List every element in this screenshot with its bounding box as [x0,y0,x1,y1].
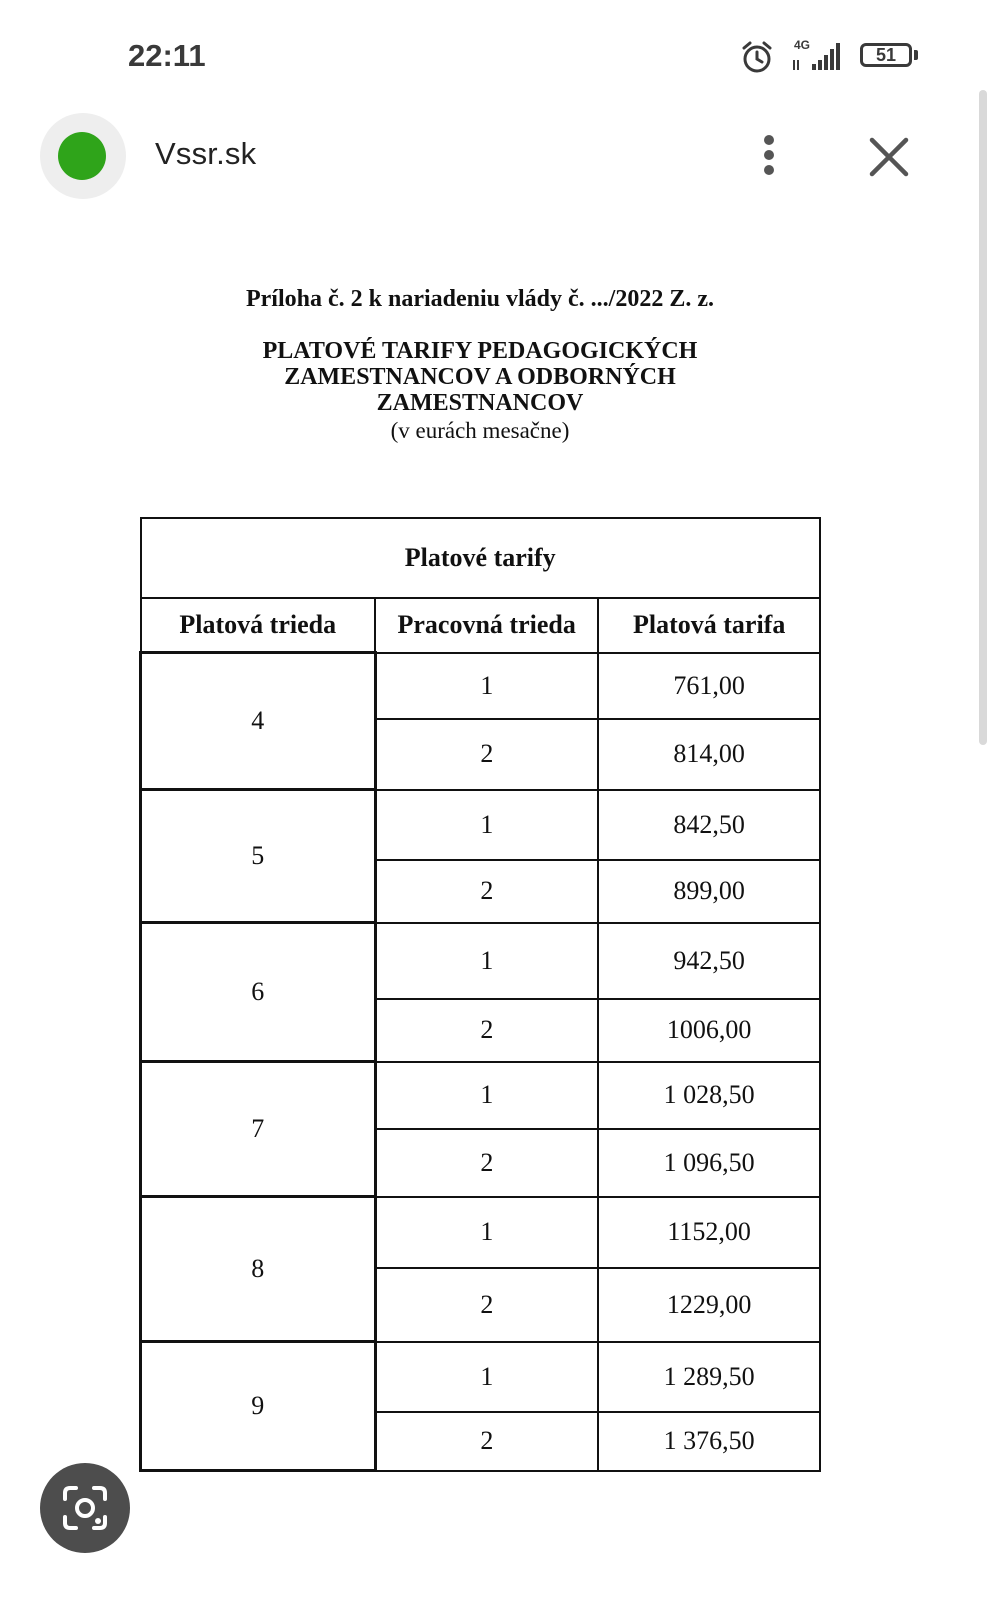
salary-grade-cell: 7 [141,1062,376,1197]
salary-tariff-cell: 942,50 [598,923,820,999]
lens-button[interactable] [40,1463,130,1553]
doc-subtitle: (v eurách mesačne) [390,418,570,443]
battery-tip [914,50,918,60]
doc-title-line-2: ZAMESTNANCOV A ODBORNÝCH [284,364,676,390]
salary-tariff-cell: 899,00 [598,860,820,923]
doc-title-line-3: ZAMESTNANCOV [376,390,584,416]
close-icon[interactable] [866,134,912,180]
salary-tariff-cell: 761,00 [598,653,820,719]
scrollbar[interactable] [979,90,987,745]
work-class-cell: 2 [375,1268,598,1342]
salary-tariff-cell: 1152,00 [598,1197,820,1268]
salary-grade-cell: 5 [141,790,376,923]
header-salary-tariff: Platová tarifa [598,598,820,653]
salary-tariff-cell: 814,00 [598,719,820,790]
table-row [141,790,821,860]
status-time: 22:11 [128,38,206,73]
salary-tariff-cell: 1 096,50 [598,1129,820,1197]
work-class-cell: 2 [375,999,598,1062]
salary-tariff-cell: 1006,00 [598,999,820,1062]
work-class-cell: 1 [375,1197,598,1268]
table-caption: Platové tarify [141,518,821,598]
salary-tariff-cell: 1229,00 [598,1268,820,1342]
alarm-icon [740,40,774,79]
table-row [141,1062,821,1129]
tariff-table [139,517,821,1472]
work-class-cell: 1 [375,653,598,719]
work-class-cell: 1 [375,1062,598,1129]
salary-tariff-cell: 1 376,50 [598,1412,820,1471]
salary-grade-cell: 6 [141,923,376,1062]
salary-tariff-cell: 1 289,50 [598,1342,820,1412]
salary-grade-cell: 9 [141,1342,376,1471]
lens-search-icon [40,1463,130,1553]
battery-icon: 51 [860,43,912,67]
work-class-cell: 1 [375,923,598,999]
salary-grade-cell: 4 [141,653,376,790]
more-vert-icon[interactable] [752,132,786,178]
tariff-table-body [141,653,821,1471]
site-favicon-icon [40,113,126,199]
work-class-cell: 1 [375,1342,598,1412]
work-class-cell: 2 [375,860,598,923]
salary-grade-cell: 8 [141,1197,376,1342]
table-row [141,1342,821,1412]
work-class-cell: 2 [375,1412,598,1471]
table-row [141,653,821,719]
doc-title-line-1: PLATOVÉ TARIFY PEDAGOGICKÝCH [262,338,698,364]
header-work-class: Pracovná trieda [375,598,598,653]
favicon-dot [58,132,106,180]
salary-tariff-cell: 1 028,50 [598,1062,820,1129]
signal-icon [790,38,846,74]
work-class-cell: 2 [375,719,598,790]
work-class-cell: 1 [375,790,598,860]
table-row [141,923,821,999]
annex-line: Príloha č. 2 k nariadeniu vlády č. .../2022 Z. z. [245,286,715,312]
work-class-cell: 2 [375,1129,598,1197]
site-title[interactable]: Vssr.sk [155,136,257,171]
table-row [141,1197,821,1268]
header-salary-grade: Platová trieda [141,598,376,653]
salary-tariff-cell: 842,50 [598,790,820,860]
network-type: 4G [794,38,811,52]
